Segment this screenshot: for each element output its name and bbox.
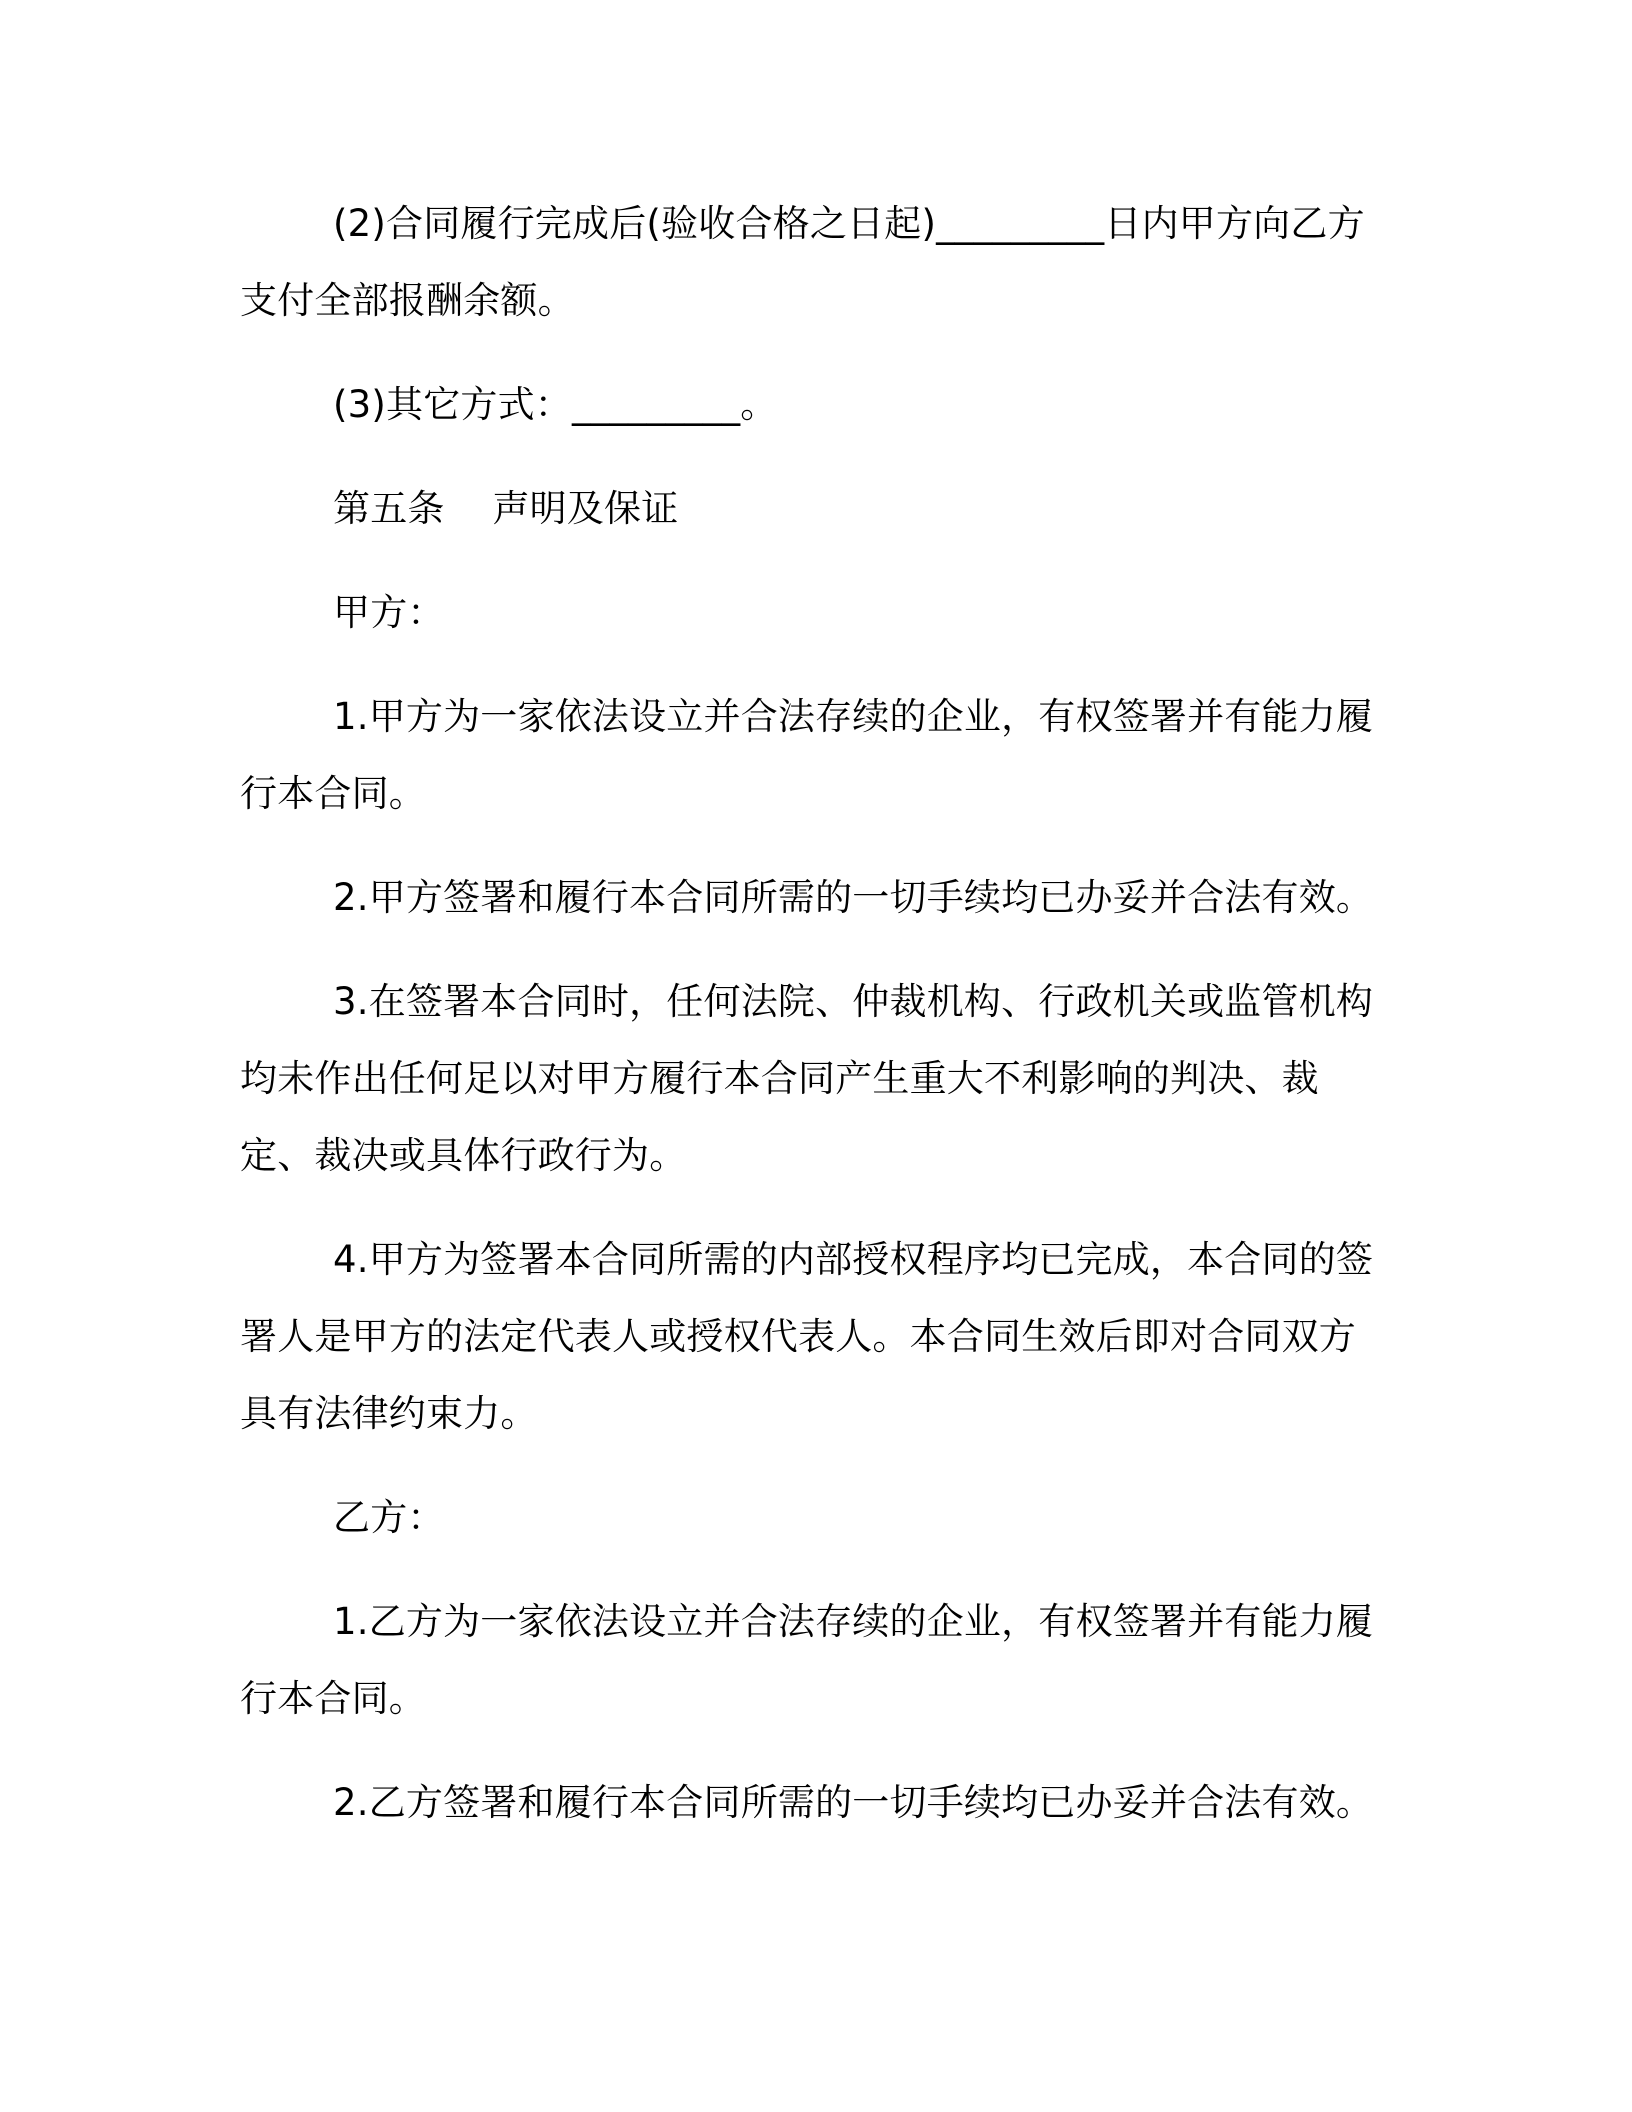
party-b-clause-1: 1.乙方为一家依法设立并合法存续的企业，有权签署并有能力履行本合同。 bbox=[240, 1600, 1374, 1720]
party-a-clause-2: 2.甲方签署和履行本合同所需的一切手续均已办妥并合法有效。 bbox=[333, 876, 1374, 919]
party-a-clause-1: 1.甲方为一家依法设立并合法存续的企业，有权签署并有能力履行本合同。 bbox=[240, 695, 1374, 815]
party-a-clause-4: 4.甲方为签署本合同所需的内部授权程序均已完成，本合同的签署人是甲方的法定代表人或授权代表人。本合同生效后即对合同双方具有法律约束力。 bbox=[240, 1238, 1374, 1435]
article-heading: 第五条 声明及保证 bbox=[333, 487, 679, 530]
party-b-clause-2: 2.乙方签署和履行本合同所需的一切手续均已办妥并合法有效。 bbox=[333, 1781, 1374, 1824]
party-a-clause-3: 3.在签署本合同时，任何法院、仲裁机构、行政机关或监管机构均未作出任何足以对甲方履行本合同产生重大不利影响的判决、裁定、裁决或具体行政行为。 bbox=[240, 980, 1374, 1177]
paragraph-payment-balance: (2)合同履行完成后(验收合格之日起)_________日内甲方向乙方支付全部报酬余额。 bbox=[240, 202, 1365, 322]
party-b-heading: 乙方： bbox=[333, 1496, 445, 1539]
paragraph-other-method: (3)其它方式：_________。 bbox=[333, 383, 778, 426]
document-body bbox=[240, 185, 1380, 1868]
party-a-heading: 甲方： bbox=[333, 591, 445, 634]
